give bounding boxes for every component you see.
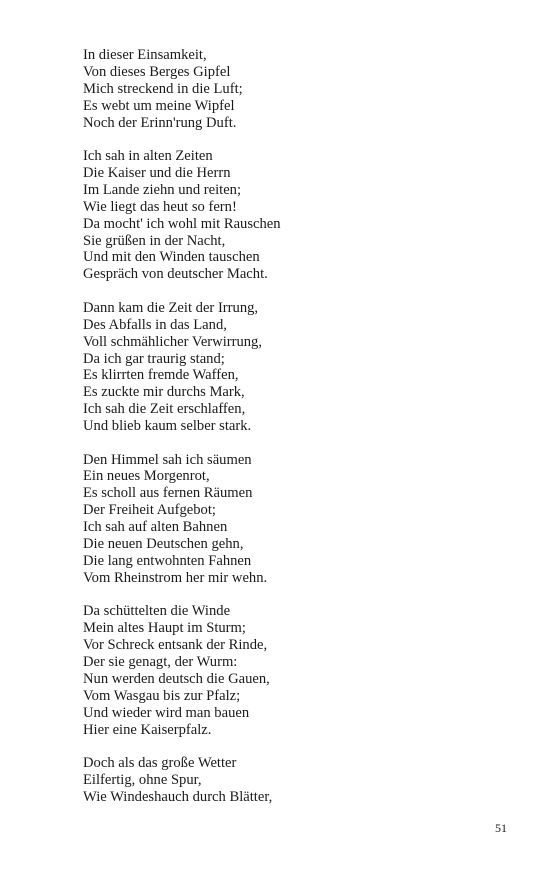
poem-line: Mein altes Haupt im Sturm; xyxy=(83,620,246,637)
poem-line: Eilfertig, ohne Spur, xyxy=(83,771,202,788)
poem-line: Vor Schreck entsank der Rinde, xyxy=(83,637,268,654)
poem-line: Die lang entwohnten Fahnen xyxy=(83,552,252,569)
poem-line: In dieser Einsamkeit, xyxy=(83,47,207,63)
stanza-4 xyxy=(83,452,523,587)
poem-line: Dann kam die Zeit der Irrung, xyxy=(83,299,259,316)
poem-line: Es scholl aus fernen Räumen xyxy=(83,485,253,502)
poem-line: Vom Wasgau bis zur Pfalz; xyxy=(83,687,241,704)
poem-line: Da mocht' ich wohl mit Rauschen xyxy=(83,215,281,232)
poem-line: Voll schmählicher Verwirrung, xyxy=(83,333,263,350)
poem-line: Den Himmel sah ich säumen xyxy=(83,451,252,468)
poem-line: Ich sah die Zeit erschlaffen, xyxy=(83,401,246,418)
poem-line: Noch der Erinn'rung Duft. xyxy=(83,114,237,131)
poem-line: Die Kaiser und die Herrn xyxy=(83,164,231,181)
poem-line: Sie grüßen in der Nacht, xyxy=(83,232,226,249)
poem-line: Im Lande ziehn und reiten; xyxy=(83,181,242,198)
poem-line: Der sie genagt, der Wurm: xyxy=(83,654,238,670)
poem xyxy=(83,47,523,822)
poem-line: Wie liegt das heut so fern! xyxy=(83,198,237,215)
stanza-3 xyxy=(83,300,523,435)
stanza-2 xyxy=(83,148,523,283)
poem-line: Und wieder wird man bauen xyxy=(83,704,250,721)
poem-line: Da ich gar traurig stand; xyxy=(83,350,225,367)
poem-line: Des Abfalls in das Land, xyxy=(83,316,227,333)
stanza-5 xyxy=(83,603,523,738)
poem-line: Mich streckend in die Luft; xyxy=(83,80,243,97)
page-number: 51 xyxy=(495,821,507,835)
poem-line: Nun werden deutsch die Gauen, xyxy=(83,670,270,687)
poem-line: Doch als das große Wetter xyxy=(83,755,237,772)
poem-line: Ich sah in alten Zeiten xyxy=(83,148,213,165)
poem-line: Da schüttelten die Winde xyxy=(83,603,231,620)
poem-line: Die neuen Deutschen gehn, xyxy=(83,536,244,553)
poem-line: Gespräch von deutscher Macht. xyxy=(83,266,268,283)
poem-line: Es zuckte mir durchs Mark, xyxy=(83,384,245,401)
poem-line: Ein neues Morgenrot, xyxy=(83,468,210,485)
poem-line: Es webt um meine Wipfel xyxy=(83,97,235,114)
poem-line: Der Freiheit Aufgebot; xyxy=(83,502,216,519)
stanza-6 xyxy=(83,755,523,806)
poem-line: Wie Windeshauch durch Blätter, xyxy=(83,788,273,805)
poem-line: Von dieses Berges Gipfel xyxy=(83,63,231,80)
poem-line: Und blieb kaum selber stark. xyxy=(83,418,252,435)
poem-line: Vom Rheinstrom her mir wehn. xyxy=(83,569,268,586)
poem-line: Und mit den Winden tauschen xyxy=(83,249,260,266)
poem-line: Es klirrten fremde Waffen, xyxy=(83,367,239,384)
poem-line: Hier eine Kaiserpfalz. xyxy=(83,721,212,738)
stanza-1 xyxy=(83,47,523,132)
poem-line: Ich sah auf alten Bahnen xyxy=(83,519,228,536)
